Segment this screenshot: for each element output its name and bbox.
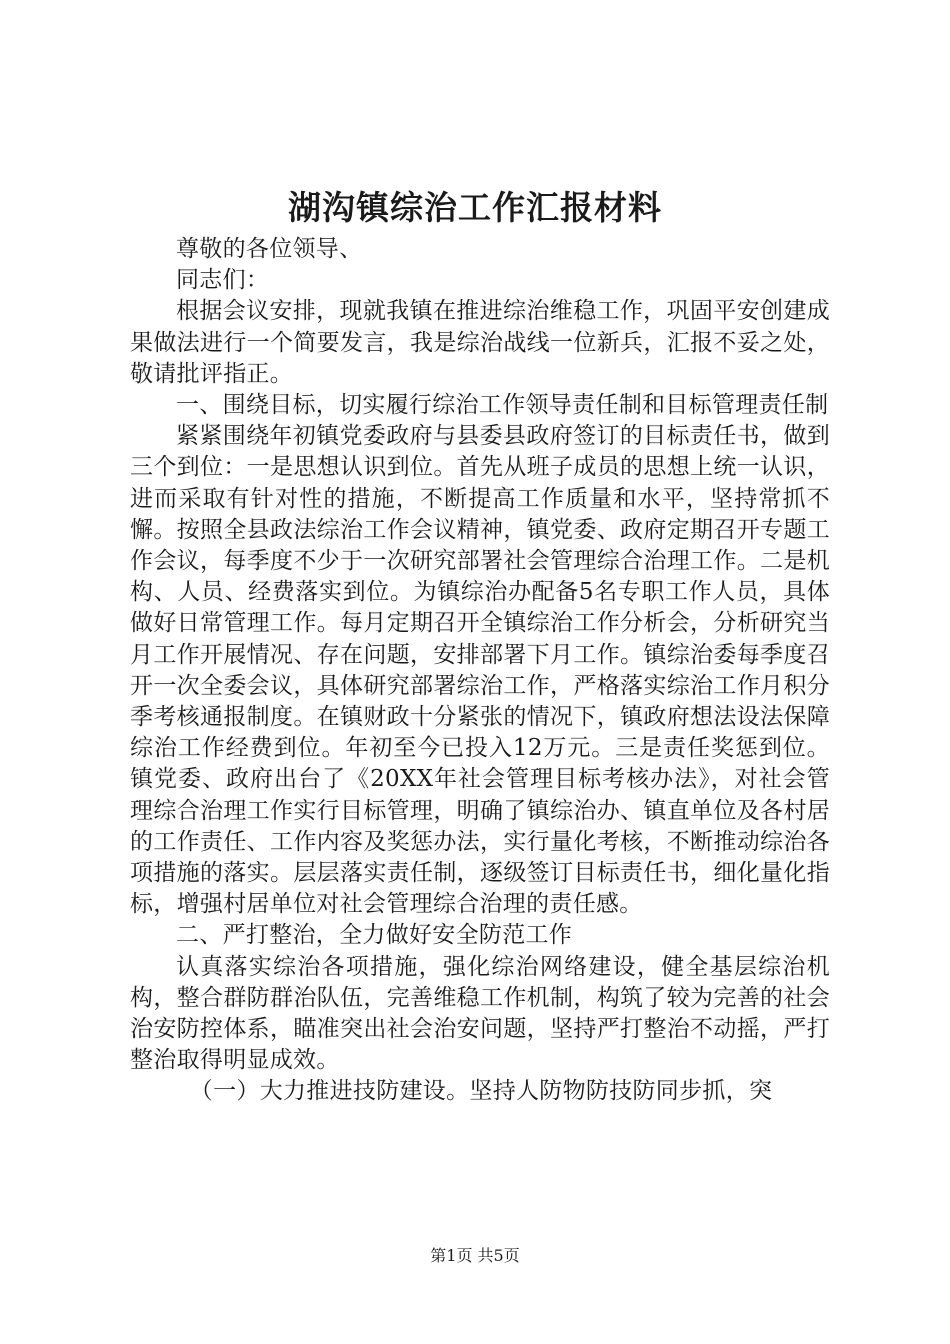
- document-title: 湖沟镇综治工作汇报材料: [288, 188, 662, 227]
- section-2-paragraph: 认真落实综治各项措施，强化综治网络建设，健全基层综治机构，整合群防群治队伍，完善维稳工作机制，构筑了较为完善的社会治安防控体系，瞄准突出社会治安问题，坚持严打整治不动摇，严打整治取得明显成效。: [130, 953, 830, 1074]
- section-1-paragraph: 紧紧围绕年初镇党委政府与县委县政府签订的目标责任书，做到三个到位：一是思想认识到位。首先从班子成员的思想上统一认识，进而采取有针对性的措施，不断提高工作质量和水平，坚持常抓不懈。按照全县政法综治工作会议精神，镇党委、政府定期召开专题工作会议，每季度不少于一次研究部署社会管理综合治理工作。二是机构、人员、经费落实到位。为镇综治办配备5名专职工作人员，具体做好日常管理工作。每月定期召开全镇综治工作分析会，分析研究当月工作开展情况、存在问题，安排部署下月工作。镇综治委每季度召开一次全委会议，具体研究部署综治工作，严格落实综治工作月积分季考核通报制度。在镇财政十分紧张的情况下，镇政府想法设法保障综治工作经费到位。年初至今已投入12万元。三是责任奖惩到位。镇党委、政府出台了《20XX年社会管理目标考核办法》，对社会管理综合治理工作实行目标管理，明确了镇综治办、镇直单位及各村居的工作责任、工作内容及奖惩办法，实行量化考核，不断推动综治各项措施的落实。层层落实责任制，逐级签订目标责任书，细化量化指标，增强村居单位对社会管理综合治理的责任感。: [130, 423, 830, 918]
- salutation-line-1: 尊敬的各位领导、: [176, 236, 363, 262]
- section-heading-2: 二、严打整治，全力做好安全防范工作: [176, 922, 573, 949]
- salutation-line-2: 同志们：: [176, 267, 270, 294]
- document-body: [130, 234, 830, 1108]
- intro-paragraph: 根据会议安排，现就我镇在推进综治维稳工作，巩固平安创建成果做法进行一个简要发言，我是综治战线一位新兵，汇报不妥之处，敬请批评指正。: [130, 298, 830, 387]
- subsection-1-paragraph: （一）大力推进技防建设。坚持人防物防技防同步抓，突: [189, 1078, 773, 1105]
- section-heading-1: 一、围绕目标，切实履行综治工作领导责任制和目标管理责任制: [176, 392, 829, 419]
- page-number: 第1页 共5页: [430, 1246, 520, 1265]
